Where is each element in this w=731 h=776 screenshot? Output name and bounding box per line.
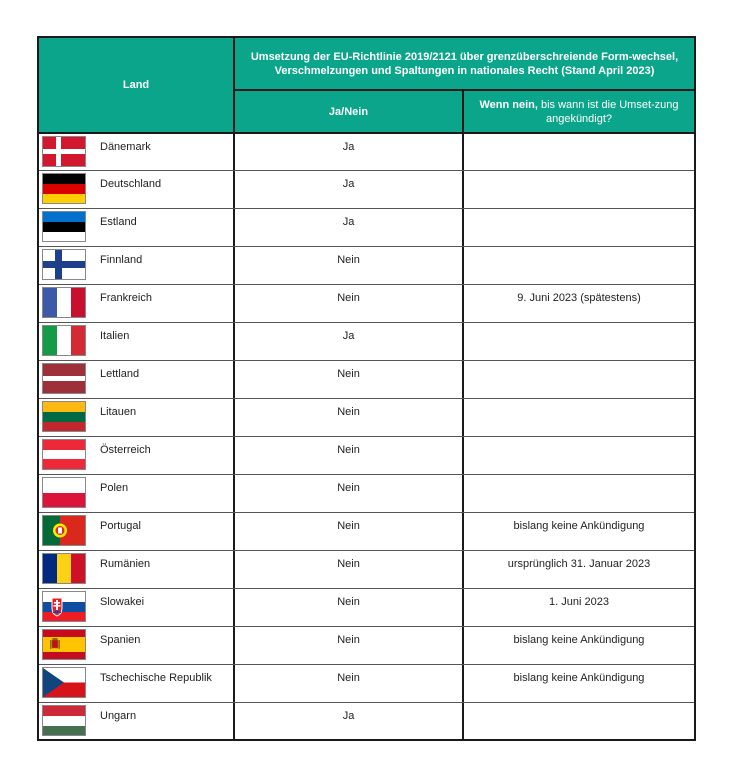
table-row (39, 284, 694, 322)
table-row (39, 512, 694, 550)
country-name: Portugal (100, 520, 141, 532)
country-cell (39, 627, 235, 664)
country-name: Deutschland (100, 178, 162, 190)
country-cell (39, 323, 235, 360)
country-cell (39, 551, 235, 588)
country-name: Spanien (100, 634, 141, 646)
date-cell (464, 475, 694, 512)
germany-flag-icon (42, 173, 86, 204)
table-row (39, 664, 694, 702)
header-land: Land (39, 38, 235, 132)
country-cell (39, 171, 235, 208)
country-cell (39, 437, 235, 474)
finland-flag-icon (42, 249, 86, 280)
table-row (39, 360, 694, 398)
date-cell (464, 134, 694, 170)
date-cell (464, 361, 694, 398)
czech-flag-icon (42, 667, 86, 698)
date-cell (464, 209, 694, 246)
country-name: Österreich (100, 444, 151, 456)
header-wenn-nein-rest: bis wann ist die Umset-zung angekündigt? (537, 98, 679, 125)
header-wenn-nein-bold: Wenn nein, (479, 98, 538, 111)
date-cell: bislang keine Ankündigung (513, 634, 645, 646)
country-cell (39, 399, 235, 436)
date-cell (464, 703, 694, 740)
date-cell: 1. Juni 2023 (549, 596, 609, 608)
table-row (39, 246, 694, 284)
romania-flag-icon (42, 553, 86, 584)
answer-cell: Nein (235, 475, 464, 512)
country-name: Italien (100, 330, 130, 342)
table-header (39, 38, 694, 132)
country-name: Frankreich (100, 292, 152, 304)
table-row (39, 322, 694, 360)
lithuania-flag-icon (42, 401, 86, 432)
answer-cell: Nein (235, 627, 464, 664)
country-cell (39, 513, 235, 550)
date-cell (464, 247, 694, 284)
country-name: Slowakei (100, 596, 145, 608)
date-cell (464, 399, 694, 436)
table-row (39, 436, 694, 474)
table-row (39, 132, 694, 170)
answer-cell: Ja (235, 323, 464, 360)
denmark-flag-icon (42, 136, 86, 167)
answer-cell: Nein (235, 247, 464, 284)
answer-cell: Nein (235, 285, 464, 322)
answer-cell: Nein (235, 589, 464, 626)
table-row (39, 208, 694, 246)
latvia-flag-icon (42, 363, 86, 394)
date-cell (464, 323, 694, 360)
answer-cell: Nein (235, 361, 464, 398)
country-name: Finnland (100, 254, 143, 266)
answer-cell: Ja (235, 209, 464, 246)
table-row (39, 626, 694, 664)
answer-cell: Nein (235, 437, 464, 474)
country-name: Rumänien (100, 558, 151, 570)
table-row (39, 398, 694, 436)
table-body (39, 132, 694, 740)
hungary-flag-icon (42, 705, 86, 736)
spain-flag-icon (42, 629, 86, 660)
country-cell (39, 285, 235, 322)
date-cell (464, 437, 694, 474)
austria-flag-icon (42, 439, 86, 470)
country-name: Lettland (100, 368, 140, 380)
country-name: Litauen (100, 406, 137, 418)
table-row (39, 702, 694, 740)
country-name: Ungarn (100, 710, 137, 722)
header-title: Umsetzung der EU-Richtlinie 2019/2121 über grenzüberschreiende Form-wechsel, Verschmelzungen und Spaltungen in nationales Recht (Stand April 2023) (235, 38, 694, 91)
country-name: Polen (100, 482, 129, 494)
table-row (39, 588, 694, 626)
answer-cell: Ja (235, 171, 464, 208)
country-name: Estland (100, 216, 137, 228)
country-cell (39, 247, 235, 284)
portugal-flag-icon (42, 515, 86, 546)
date-cell (464, 171, 694, 208)
table-row (39, 550, 694, 588)
answer-cell: Ja (235, 134, 464, 170)
date-cell: bislang keine Ankündigung (513, 672, 645, 684)
country-cell (39, 209, 235, 246)
country-cell (39, 589, 235, 626)
table-row (39, 170, 694, 208)
header-wenn-nein (464, 91, 694, 132)
country-cell (39, 361, 235, 398)
country-cell (39, 665, 235, 702)
country-cell (39, 475, 235, 512)
answer-cell: Nein (235, 665, 464, 702)
answer-cell: Nein (235, 551, 464, 588)
poland-flag-icon (42, 477, 86, 508)
date-cell: bislang keine Ankündigung (513, 520, 645, 532)
france-flag-icon (42, 287, 86, 318)
country-cell (39, 703, 235, 740)
country-cell (39, 134, 235, 170)
header-ja-nein: Ja/Nein (235, 91, 464, 132)
answer-cell: Nein (235, 399, 464, 436)
table-row (39, 474, 694, 512)
estonia-flag-icon (42, 211, 86, 242)
slovakia-flag-icon (42, 591, 86, 622)
answer-cell: Nein (235, 513, 464, 550)
italy-flag-icon (42, 325, 86, 356)
country-name: Dänemark (100, 141, 151, 153)
eu-directive-table (37, 36, 696, 741)
date-cell: ursprünglich 31. Januar 2023 (507, 558, 651, 570)
answer-cell: Ja (235, 703, 464, 740)
country-name: Tschechische Republik (100, 672, 212, 684)
date-cell: 9. Juni 2023 (spätestens) (517, 292, 641, 304)
